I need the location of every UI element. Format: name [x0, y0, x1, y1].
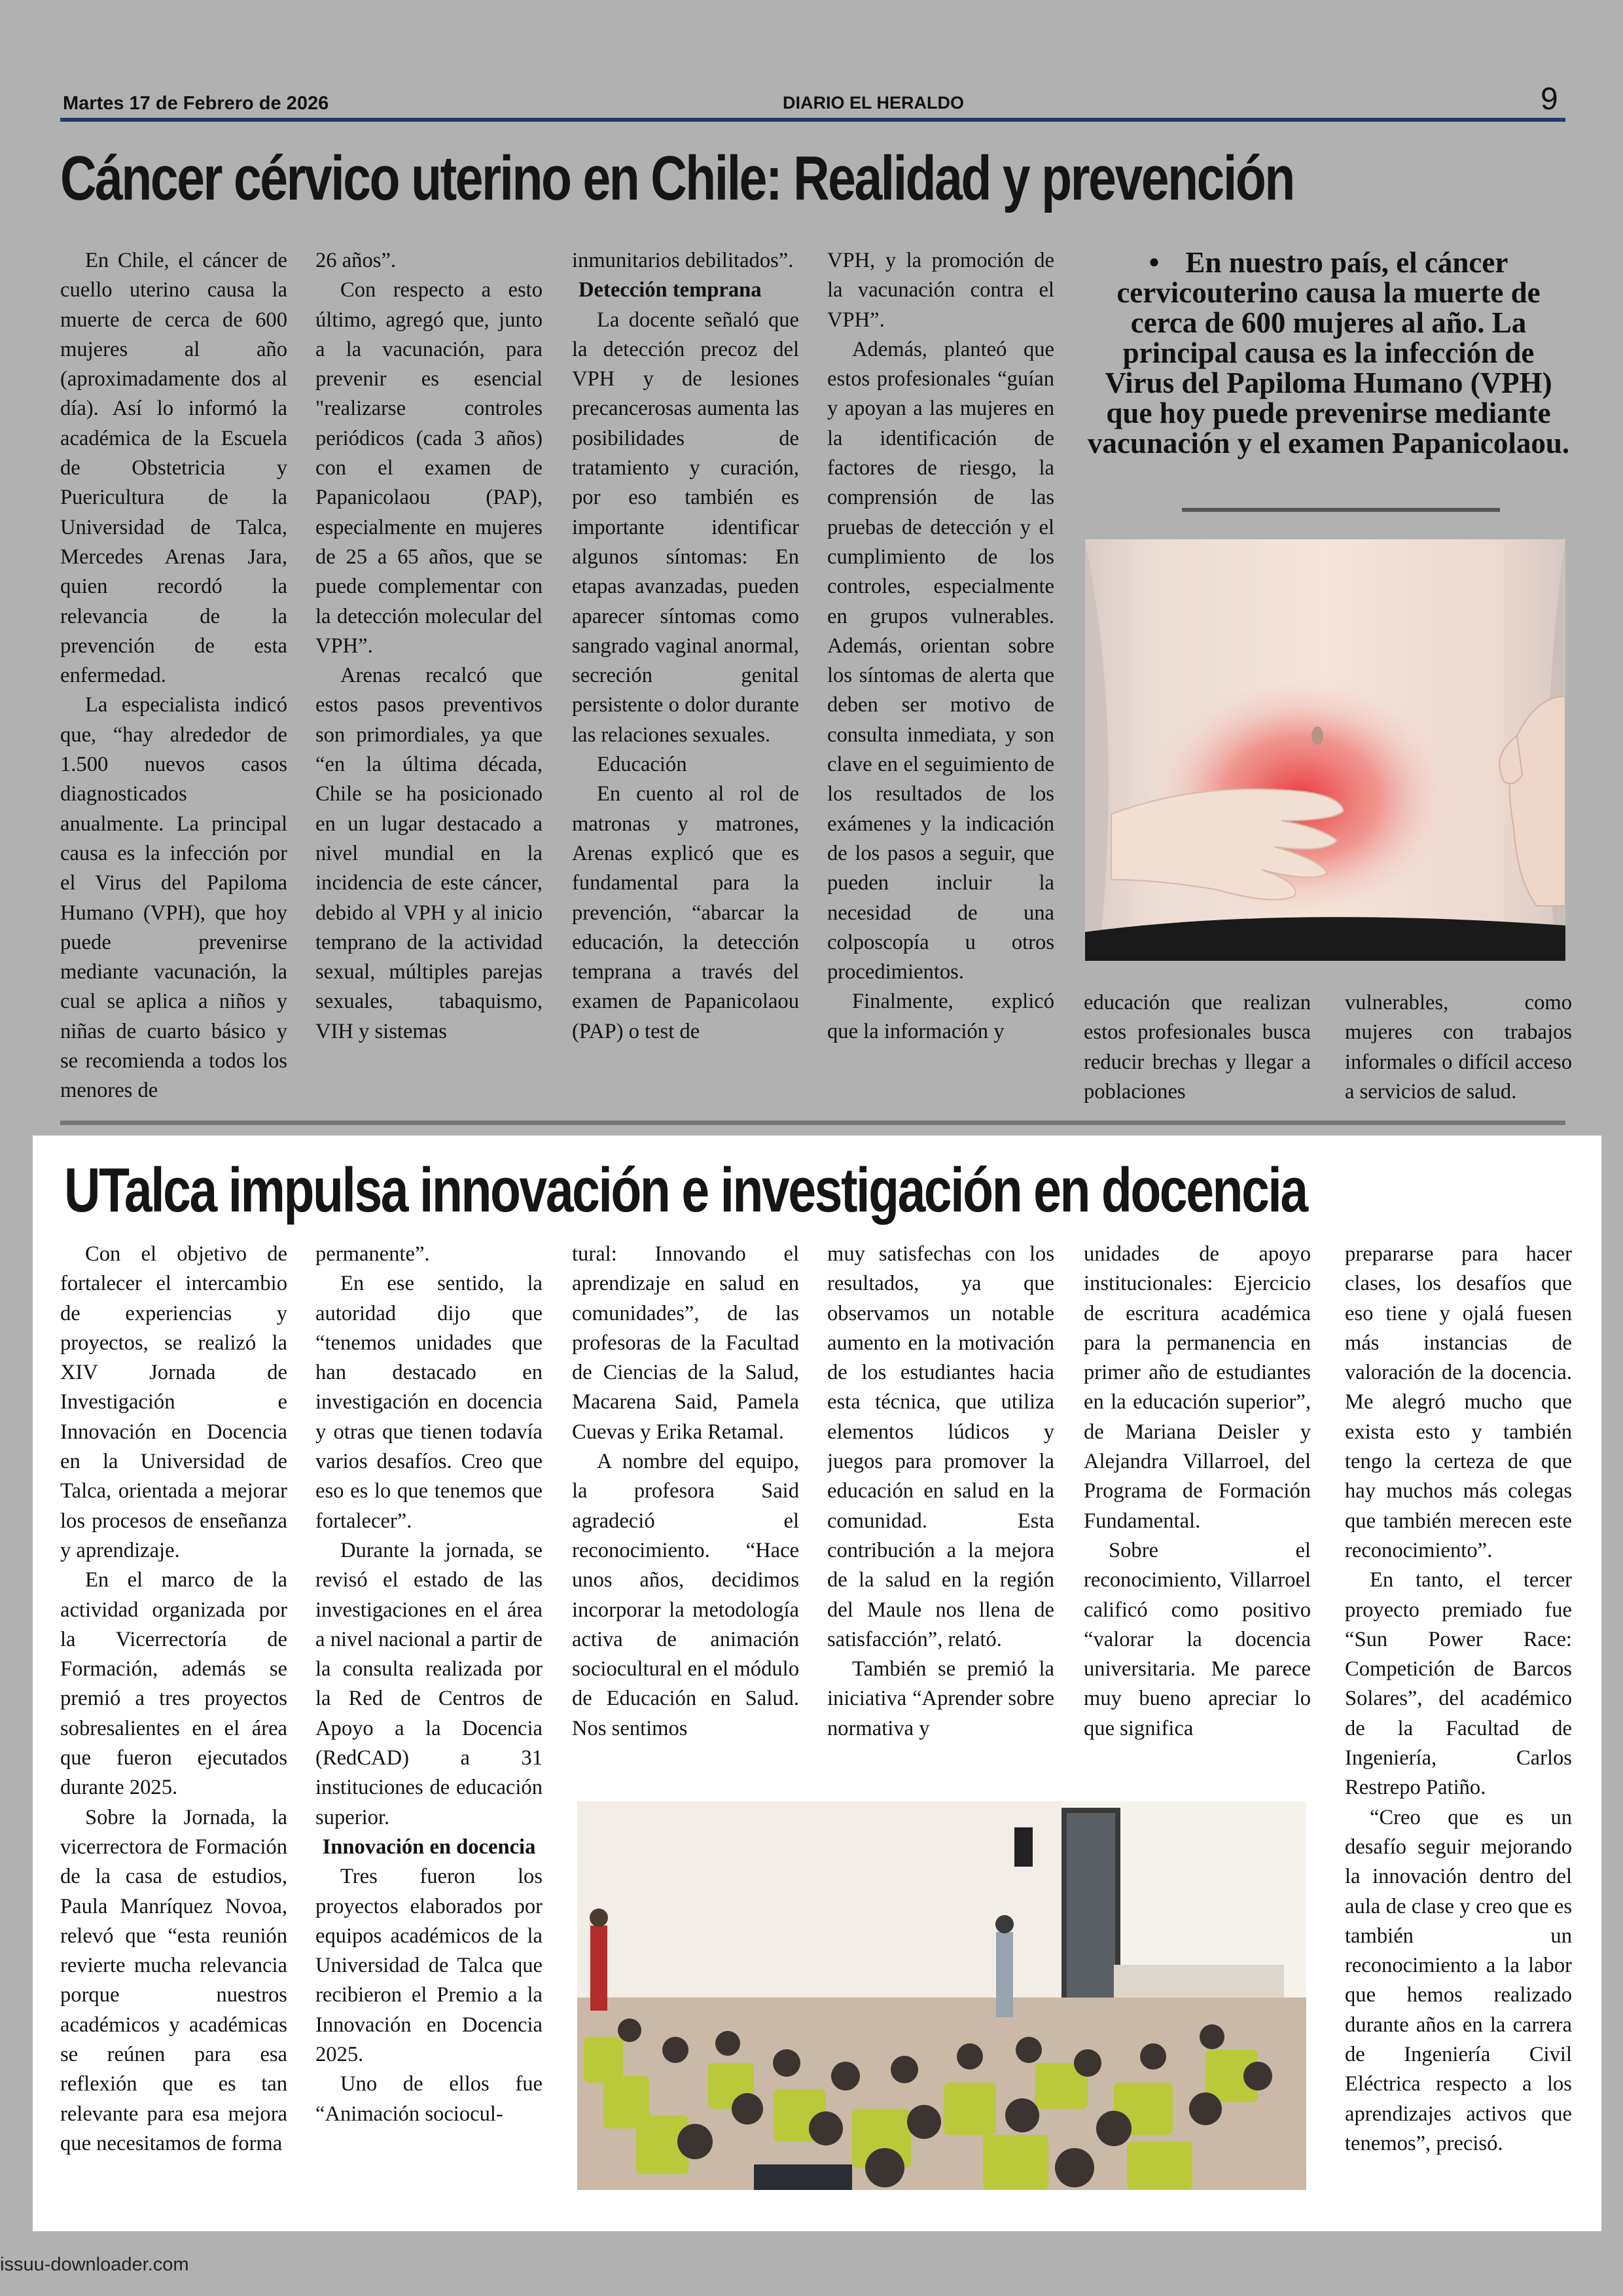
paragraph: En tanto, el tercer proyecto premiado fue “Sun Power Race: Competición de Barcos Solares”, del académico de la Facultad de Ingeniería, Carlos Restrepo Patiño. — [1345, 1568, 1572, 1800]
publication-name: DIARIO EL HERALDO — [783, 93, 965, 113]
pull-quote-bullet: • — [1149, 246, 1160, 279]
paragraph: Arenas recalcó que estos pasos preventivos son primordiales, ya que “en la última década, Chile se ha posicionado en un lugar destacado a nivel mundial en la incidencia de este cáncer, debido al VPH y al inicio temprano de la actividad sexual, múltiples parejas sexuales, tabaquismo, VIH y sistemas — [315, 664, 543, 1043]
article-1-column-2 — [315, 246, 543, 1109]
article-2-column-5 — [1084, 1240, 1311, 1783]
paragraph: Finalmente, explicó que la información y — [827, 990, 1054, 1043]
article-2-column-3 — [572, 1240, 799, 1783]
watermark-footer: issuu-downloader.com — [0, 2254, 189, 2275]
section-divider — [60, 1121, 1565, 1125]
article-2-column-4 — [827, 1240, 1054, 1783]
article-1-column-1 — [60, 246, 287, 1109]
paragraph: Además, planteó que estos profesionales “guían y apoyan a las mujeres en la identificación de factores de riesgo, la comprensión de las pruebas de detección y el cumplimiento de los controles, especialmente en grupos vulnerables. Además, orientan sobre los síntomas de alerta que deben ser motivo de consulta inmediata, y son clave en el seguimiento de los resultados de los exámenes y la indicación de los pasos a seguir, que pueden incluir la necesidad de una colposcopía u otros procedimientos. — [827, 337, 1054, 984]
paragraph: prepararse para hacer clases, los desafíos que eso tiene y ojalá fuesen más instancias de valoración de la docencia. Me alegró mucho que exista esto y también tengo la certeza de que hay muchos más colegas que también merecen este reconocimiento”. — [1345, 1242, 1572, 1562]
paragraph: inmunitarios debilitados”. — [572, 249, 794, 272]
paragraph: tural: Innovando el aprendizaje en salud en comunidades”, de las profesoras de la Facultad de Ciencias de la Salud, Macarena Said, Pamela Cuevas y Erika Retamal. — [572, 1242, 799, 1444]
pull-quote-text: En nuestro país, el cáncer cervicouterino causa la muerte de cerca de 600 mujeres al año. La principal causa es la infección de Virus del Papiloma Humano (VPH) que hoy puede prevenirse mediante vacunación y el examen Papanicolaou. — [1087, 246, 1570, 459]
paragraph: En ese sentido, la autoridad dijo que “tenemos unidades que han destacado en investigación en docencia y otras que tienen todavía varios desafíos. Creo que eso es lo que tenemos que fortalecer”. — [315, 1272, 543, 1533]
article-2-column-2 — [315, 1240, 543, 2215]
paragraph: En cuento al rol de matronas y matrones, Arenas explicó que es fundamental para la prevención, “abarcar la educación, la detección temprana a través del examen de Papanicolaou (PAP) o test de — [572, 782, 799, 1043]
page-number: 9 — [1541, 82, 1558, 117]
paragraph: unidades de apoyo institucionales: Ejercicio de escritura académica para la permanencia en primer año de estudiantes en la educación superior”, de Mariana Deisler y Alejandra Villarroel, del Programa de Formación Fundamental. — [1084, 1242, 1311, 1533]
subheading: Innovación en docencia — [322, 1835, 536, 1859]
header-rule — [60, 118, 1565, 122]
article-2-column-6 — [1345, 1240, 1572, 2215]
paragraph: Sobre la Jornada, la vicerrectora de Formación de la casa de estudios, Paula Manríquez Novoa, relevó que “esta reunión revierte mucha relevancia porque nuestros académicos y académicas se reúnen para esa reflexión que es tan relevante para esa mejora que necesitamos de forma — [60, 1805, 287, 2155]
article-1-column-3 — [572, 246, 799, 1109]
subheading: Detección temprana — [579, 278, 762, 302]
paragraph: permanente”. — [315, 1242, 430, 1266]
paragraph: Con respecto a esto último, agregó que, junto a la vacunación, para prevenir es esencial "realizarse controles periódicos (cada 3 años) con el examen de Papanicolaou (PAP), especialmente en mujeres de 25 a 65 años, que se puede complementar con la detección molecular del VPH”. — [315, 278, 543, 658]
pull-quote — [1086, 247, 1571, 458]
paragraph: muy satisfechas con los resultados, ya que observamos un notable aumento en la motivación de los estudiantes hacia esta técnica, que utiliza elementos lúdicos y juegos para promover la educación en salud en la comunidad. Esta contribución a la mejora de la salud en la región del Maule nos llena de satisfacción”, relató. — [827, 1242, 1054, 1651]
paragraph: “Creo que es un desafío seguir mejorando la innovación dentro del aula de clase y creo que es también un reconocimiento a la labor que hemos realizado durante años en la carrera de Ingeniería Civil Eléctrica respecto a los aprendizajes activos que tenemos”, precisó. — [1345, 1805, 1572, 2155]
abdomen-pain-photo — [1085, 539, 1565, 961]
paragraph: La especialista indicó que, “hay alrededor de 1.500 nuevos casos diagnosticados anualmente. La principal causa es la infección por el Virus del Papiloma Humano (VPH), que hoy puede prevenirse mediante vacunación, la cual se aplica a niños y niñas de cuarto básico y se recomienda a todos los menores de — [60, 693, 287, 1103]
paragraph: En el marco de la actividad organizada por la Vicerrectoría de Formación, además se premió a tres proyectos sobresalientes en el área que fueron ejecutados durante 2025. — [60, 1568, 287, 1800]
pull-quote-rule — [1182, 508, 1500, 512]
paragraph: vulnerables, como mujeres con trabajos informales o difícil acceso a servicios de salud. — [1345, 991, 1572, 1103]
auditorium-photo — [577, 1801, 1306, 2190]
article-2-headline: UTalca impulsa innovación e investigación en docencia — [64, 1155, 1307, 1225]
paragraph: Con el objetivo de fortalecer el intercambio de experiencias y proyectos, se realizó la XIV Jornada de Investigación e Innovación en Docencia en la Universidad de Talca, orientada a mejorar los procesos de enseñanza y aprendizaje. — [60, 1242, 287, 1562]
paragraph: También se premió la iniciativa “Aprender sobre normativa y — [827, 1657, 1054, 1740]
article-1-column-4 — [827, 246, 1054, 1109]
paragraph: 26 años”. — [315, 249, 397, 272]
paragraph: En Chile, el cáncer de cuello uterino causa la muerte de cerca de 600 mujeres al año (aproximadamente dos al día). Así lo informó la académica de la Escuela de Obstetricia y Puericultura de la Universidad de Talca, Mercedes Arenas Jara, quien recordó la relevancia de la prevención de esta enfermedad. — [60, 249, 287, 688]
paragraph: VPH, y la promoción de la vacunación contra el VPH”. — [827, 249, 1054, 332]
article-2-column-1 — [60, 1240, 287, 2215]
paragraph: La docente señaló que la detección precoz del VPH y de lesiones precancerosas aumenta las posibilidades de tratamiento y curación, por eso también es importante identificar algunos síntomas: En etapas avanzadas, pueden aparecer síntomas como sangrado vaginal anormal, secreción genital persistente o dolor durante las relaciones sexuales. — [572, 308, 799, 747]
paragraph: Tres fueron los proyectos elaborados por equipos académicos de la Universidad de Talca que recibieron el Premio a la Innovación en Docencia 2025. — [315, 1865, 543, 2067]
paragraph: Sobre el reconocimiento, Villarroel calificó como positivo “valorar la docencia universitaria. Me parece muy bueno apreciar lo que significa — [1084, 1538, 1311, 1740]
article-1-column-6 — [1345, 988, 1572, 1109]
issue-date: Martes 17 de Febrero de 2026 — [63, 93, 329, 114]
paragraph: Uno de ellos fue “Animación sociocul- — [315, 2072, 543, 2126]
paragraph: educación que realizan estos profesionales busca reducir brechas y llegar a poblaciones — [1084, 991, 1311, 1103]
article-1-headline: Cáncer cérvico uterino en Chile: Realidad y prevención — [60, 143, 1294, 213]
paragraph: A nombre del equipo, la profesora Said agradeció el reconocimiento. “Hace unos años, decidimos incorporar la metodología activa de animación sociocultural en el módulo de Educación en Salud. Nos sentimos — [572, 1450, 799, 1740]
paragraph: Durante la jornada, se revisó el estado de las investigaciones en el área a nivel nacional a partir de la consulta realizada por la Red de Centros de Apoyo a la Docencia (RedCAD) a 31 instituciones de educación superior. — [315, 1538, 543, 1829]
subheading: Educación — [597, 753, 687, 777]
article-1-column-5 — [1084, 988, 1311, 1109]
